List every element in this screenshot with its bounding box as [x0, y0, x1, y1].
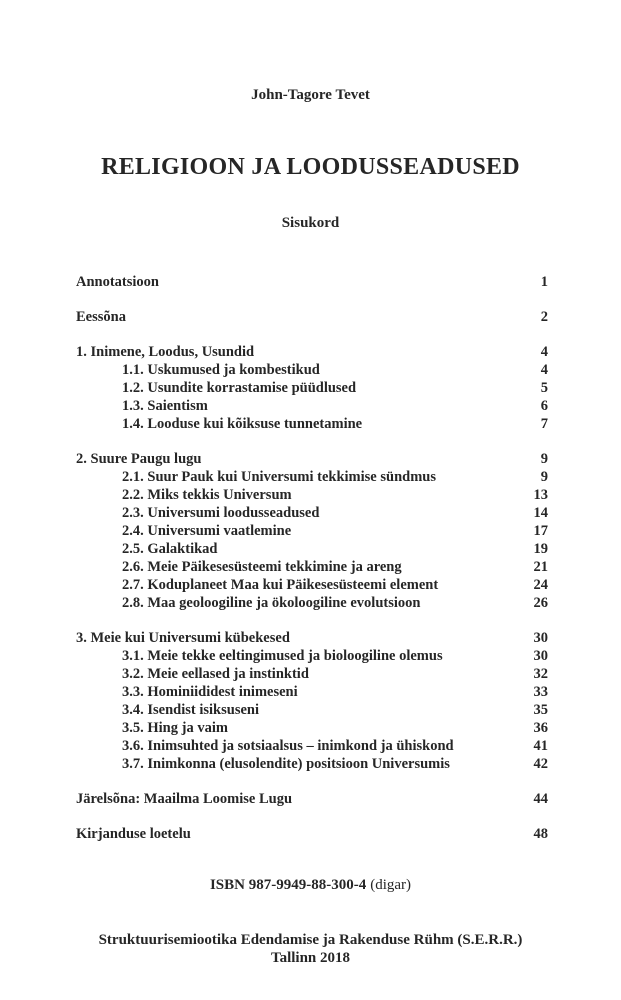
toc-entry-label: Eessõna: [76, 309, 126, 325]
isbn-line: [0, 876, 621, 894]
toc-entry: [76, 576, 548, 594]
toc-entry-page: 19: [533, 541, 548, 557]
toc-entry-label: 2.7. Koduplaneet Maa kui Päikesesüsteemi element: [122, 577, 439, 593]
toc-entry: [76, 594, 548, 612]
author-name: John-Tagore Tevet: [251, 87, 370, 103]
toc-entry-label: 3.3. Hominiididest inimeseni: [122, 684, 298, 700]
toc-entry-page: 32: [533, 666, 548, 682]
toc-entry-page: 4: [540, 362, 548, 378]
toc-entry: [76, 361, 548, 379]
toc-entry-page: 33: [533, 684, 548, 700]
toc-entry: [76, 647, 548, 665]
isbn-number: ISBN 987-9949-88-300-4: [209, 877, 367, 893]
toc-entry-page: 42: [533, 756, 548, 772]
toc-entry: [76, 558, 548, 576]
toc-entry-label: 1.1. Uskumused ja kombestikud: [122, 362, 320, 378]
toc-entry-page: 35: [533, 702, 548, 718]
toc-entry-page: 13: [533, 487, 548, 503]
publisher-line: Struktuurisemiootika Edendamise ja Rakenduse Rühm (S.E.R.R.): [98, 932, 523, 948]
toc-entry-page: 5: [540, 380, 548, 396]
toc-entry-label: 3. Meie kui Universumi kübekesed: [76, 630, 290, 646]
toc-entry-page: 4: [540, 344, 548, 360]
toc-entry-page: 14: [533, 505, 548, 521]
toc-entry: [76, 343, 548, 361]
toc-entry: [76, 629, 548, 647]
toc-entry-label: 2.8. Maa geoloogiline ja ökoloogiline evolutsioon: [122, 595, 421, 611]
toc-entry-page: 17: [533, 523, 548, 539]
toc-entry: [76, 486, 548, 504]
toc-entry: [76, 522, 548, 540]
toc-entry-label: 3.7. Inimkonna (elusolendite) positsioon Universumis: [122, 756, 450, 772]
toc-entry-label: Annotatsioon: [76, 274, 159, 290]
toc-entry-page: 41: [533, 738, 548, 754]
toc-entry-label: 2.1. Suur Pauk kui Universumi tekkimise sündmus: [122, 469, 436, 485]
toc-entry: [76, 468, 548, 486]
toc-entry: [76, 790, 548, 808]
toc-entry-label: 2. Suure Paugu lugu: [76, 451, 202, 467]
toc-entry-label: 3.6. Inimsuhted ja sotsiaalsus – inimkond ja ühiskond: [122, 738, 454, 754]
toc-heading: Sisukord: [281, 215, 340, 231]
toc-entry: [76, 737, 548, 755]
toc-entry-label: 1.2. Usundite korrastamise püüdlused: [122, 380, 357, 396]
toc-entry-page: 2: [540, 309, 548, 325]
toc-entry-label: 3.2. Meie eellased ja instinktid: [122, 666, 309, 682]
toc-entry: [76, 719, 548, 737]
toc-entry-label: 2.2. Miks tekkis Universum: [122, 487, 292, 503]
toc-entry: [76, 540, 548, 558]
city-year-line: Tallinn 2018: [270, 950, 351, 966]
toc-entry-page: 21: [533, 559, 548, 575]
toc-entry-label: 2.3. Universumi loodusseadused: [122, 505, 320, 521]
toc-entry-page: 6: [540, 398, 548, 414]
toc-entry: [76, 665, 548, 683]
toc-entry: [76, 755, 548, 773]
toc-entry: [76, 701, 548, 719]
toc-entry-page: 36: [533, 720, 548, 736]
toc-entry-page: 30: [533, 648, 548, 664]
toc-entry-label: 2.5. Galaktikad: [122, 541, 218, 557]
toc-entry-label: 2.4. Universumi vaatlemine: [122, 523, 292, 539]
toc-entry: [76, 308, 548, 326]
toc-entry-label: 1.3. Saientism: [122, 398, 208, 414]
toc-entry-label: Kirjanduse loetelu: [76, 826, 191, 842]
isbn-suffix: (digar): [370, 877, 412, 893]
toc-entry-page: 9: [540, 469, 548, 485]
toc-entry: [76, 450, 548, 468]
toc-entry-page: 44: [533, 791, 548, 807]
toc-entry-label: 3.5. Hing ja vaim: [122, 720, 228, 736]
toc-entry-label: 3.1. Meie tekke eeltingimused ja bioloogiline olemus: [122, 648, 443, 664]
toc-entry: [76, 504, 548, 522]
toc-entry-label: 1.4. Looduse kui kõiksuse tunnetamine: [122, 416, 363, 432]
toc-entry-label: 1. Inimene, Loodus, Usundid: [76, 344, 255, 360]
toc-entry-page: 9: [540, 451, 548, 467]
table-of-contents: [76, 273, 548, 843]
toc-entry: [76, 273, 548, 291]
toc-entry-page: 48: [533, 826, 548, 842]
toc-entry: [76, 683, 548, 701]
toc-entry-label: 3.4. Isendist isiksuseni: [122, 702, 259, 718]
toc-entry-page: 24: [533, 577, 548, 593]
toc-entry-page: 7: [540, 416, 548, 432]
toc-entry-label: 2.6. Meie Päikesesüsteemi tekkimine ja areng: [122, 559, 402, 575]
toc-entry: [76, 379, 548, 397]
toc-entry: [76, 397, 548, 415]
toc-entry: [76, 415, 548, 433]
toc-entry-page: 1: [540, 274, 548, 290]
book-title: RELIGIOON JA LOODUSSEADUSED: [101, 154, 520, 180]
toc-entry-page: 26: [533, 595, 548, 611]
toc-entry: [76, 825, 548, 843]
toc-entry-label: Järelsõna: Maailma Loomise Lugu: [76, 791, 293, 807]
toc-entry-page: 30: [533, 630, 548, 646]
